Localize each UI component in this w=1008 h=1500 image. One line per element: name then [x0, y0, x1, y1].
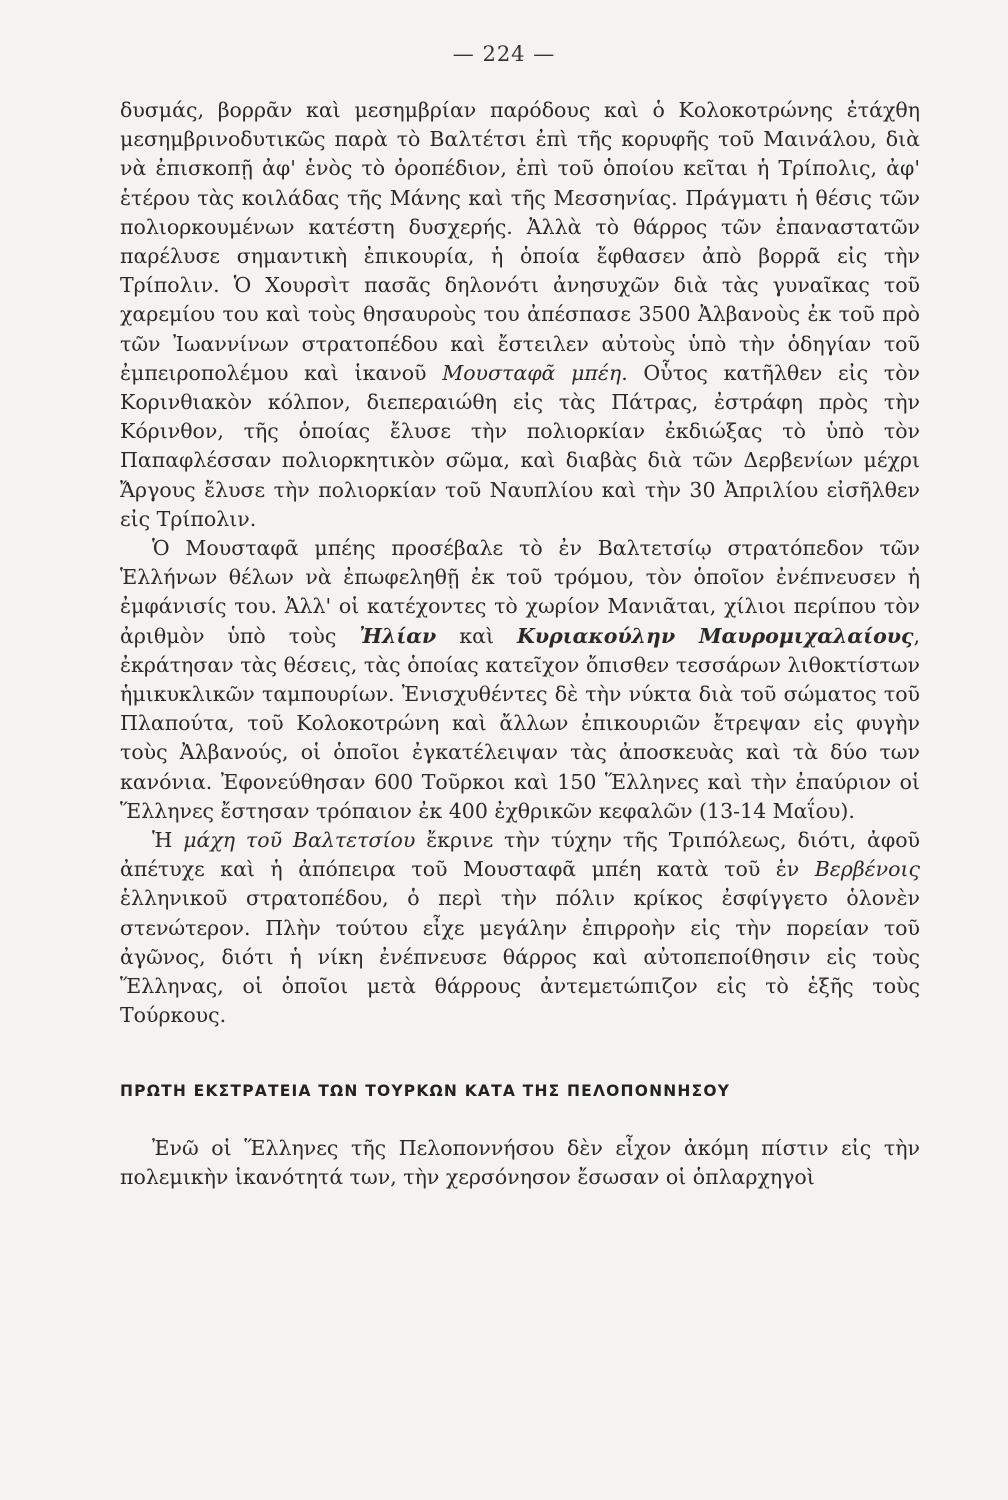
paragraph-2 — [120, 534, 920, 826]
name-mustafa-bey: Μουσταφᾶ μπέη — [442, 360, 622, 385]
page-number: — 224 — — [452, 42, 556, 66]
main-text — [120, 96, 920, 1031]
paragraph-3-text-b: ἔκρινε τὴν τύχην τῆς Τριπόλεως, διότι, ἀφοῦ ἀπέτυχε καὶ ἡ ἀπόπειρα τοῦ Μουσταφᾶ μπέη κατὰ τοῦ ἐν — [120, 828, 921, 882]
paragraph-2-text-b: , ἐκράτησαν τὰς θέσεις, τὰς ὁποίας κατεῖχον ὄπισθεν τεσσάρων λιθοκτίστων ἡμικυκλικῶν ταμπουρίων. Ἐνισχυθέντες δὲ τὴν νύκτα διὰ τοῦ σώματος τοῦ Πλαπούτα, τοῦ Κολοκοτρώνη καὶ ἄλλων ἐπικουριῶν ἔτρεψαν εἰς φυγὴν τοὺς Ἀλβανούς, οἱ ὁποῖοι ἐγκατέλειψαν τὰς ἀποσκευὰς καὶ τὰ δύο των κανόνια. Ἐφονεύθησαν 600 Τοῦρκοι καὶ 150 Ἕλληνες καὶ τὴν ἐπαύριον οἱ Ἕλληνες ἔστησαν τρόπαιον ἐκ 400 ἐχθρικῶν κεφαλῶν (13-14 Μαΐου). — [120, 623, 920, 823]
paragraph-1-text-b: . Οὗτος κατῆλθεν εἰς τὸν Κορινθιακὸν κόλπον, διεπεραιώθη εἰς τὰς Πάτρας, ἐστράφη πρὸς τὴν Κόρινθον, τῆς ὁποίας ἔλυσε τὴν πολιορκίαν ἐκδιώξας τὸ ὑπὸ τὸν Παπαφλέσσαν πολιορκητικὸν σῶμα, καὶ διαβὰς διὰ τῶν Δερβενίων μέχρι Ἄργους ἔλυσε τὴν πολιορκίαν τοῦ Ναυπλίου καὶ τὴν 30 Ἀπριλίου εἰσῆλθεν εἰς Τρίπολιν. — [120, 360, 920, 531]
paragraph-3-text-a: Ἡ — [152, 828, 184, 853]
section-heading: ΠΡΩΤΗ ΕΚΣΤΡΑΤΕΙΑ ΤΩΝ ΤΟΥΡΚΩΝ ΚΑΤΑ ΤΗΣ ΠΕΛΟΠΟΝΝΗΣΟΥ — [120, 1082, 731, 1100]
paragraph-3 — [120, 826, 920, 1030]
paragraph-3-text-c: ἑλληνικοῦ στρατοπέδου, ὁ περὶ τὴν πόλιν κρίκος ἐσφίγγετο ὁλονὲν στενώτερον. Πλὴν τούτου εἶχε μεγάλην ἐπιρροὴν εἰς τὴν πορείαν τοῦ ἀγῶνος, διότι ἡ νίκη ἐνέπνευσε θάρρος καὶ αὐτοπεποίθησιν εἰς τοὺς Ἕλληνας, οἱ ὁποῖοι μετὰ θάρρους ἀντεμετώπιζον εἰς τὸ ἑξῆς τοὺς Τούρκους. — [120, 886, 920, 1028]
place-verveni: Βερβένοις — [814, 857, 920, 882]
paragraph-1-text-a: δυσμάς, βορρᾶν καὶ μεσημβρίαν παρόδους καὶ ὁ Κολοκοτρώνης ἐτάχθη μεσημβρινοδυτικῶς παρὰ τὸ Βαλτέτσι ἐπὶ τῆς κορυφῆς τοῦ Μαινάλου, διὰ νὰ ἐπισκοπῇ ἀφ' ἑνὸς τὸ ὀροπέδιον, ἐπὶ τοῦ ὁποίου κεῖται ἡ Τρίπολις, ἀφ' ἑτέρου τὰς κοιλάδας τῆς Μάνης καὶ τῆς Μεσσηνίας. Πράγματι ἡ θέσις τῶν πολιορκουμένων κατέστη δυσχερής. Ἀλλὰ τὸ θάρρος τῶν ἐπαναστατῶν παρέλυσε σημαντικὴ ἐπικουρία, ἡ ὁποία ἔφθασεν ἀπὸ βορρᾶ εἰς τὴν Τρίπολιν. Ὁ Χουρσὶτ πασᾶς δηλονότι ἀνησυχῶν διὰ τὰς γυναῖκας τοῦ χαρεμίου του καὶ τοὺς θησαυροὺς του ἀπέσπασε 3500 Ἀλβανοὺς ἐκ τοῦ πρὸ τῶν Ἰωαννίνων στρατοπέδου καὶ ἔστειλεν αὐτοὺς ὑπὸ τὴν ὁδηγίαν τοῦ ἐμπειροπολέμου καὶ ἱκανοῦ — [120, 98, 920, 385]
paragraph-4: Ἐνῶ οἱ Ἕλληνες τῆς Πελοποννήσου δὲν εἶχον ἀκόμη πίστιν εἰς τὴν πολεμικὴν ἱκανότητά των, τὴν χερσόνησον ἔσωσαν οἱ ὁπλαρχηγοὶ — [120, 1136, 920, 1190]
battle-name: μάχη τοῦ Βαλτετσίου — [183, 828, 416, 853]
name-kyriakoulis: Κυριακούλην Μαυρομιχαλαίους — [517, 623, 914, 648]
paragraph-2-text-a: Ὁ Μουσταφᾶ μπέης προσέβαλε τὸ ἐν Βαλτετσίῳ στρατόπεδον τῶν Ἑλλήνων θέλων νὰ ἐπωφεληθῇ ἐκ τοῦ τρόμου, τὸν ὁποῖον ἐνέπνευσεν ἡ ἐμφάνισίς του. Ἀλλ' οἱ κατέχοντες τὸ χωρίον Μανιᾶται, χίλιοι περίπου τὸν ἀριθμὸν ὑπὸ τοὺς — [120, 536, 920, 648]
name-ilias: Ἠλίαν — [359, 623, 437, 648]
paragraph-2-and: καὶ — [436, 623, 518, 648]
paragraph-1 — [120, 96, 920, 534]
section-text — [120, 1134, 920, 1192]
